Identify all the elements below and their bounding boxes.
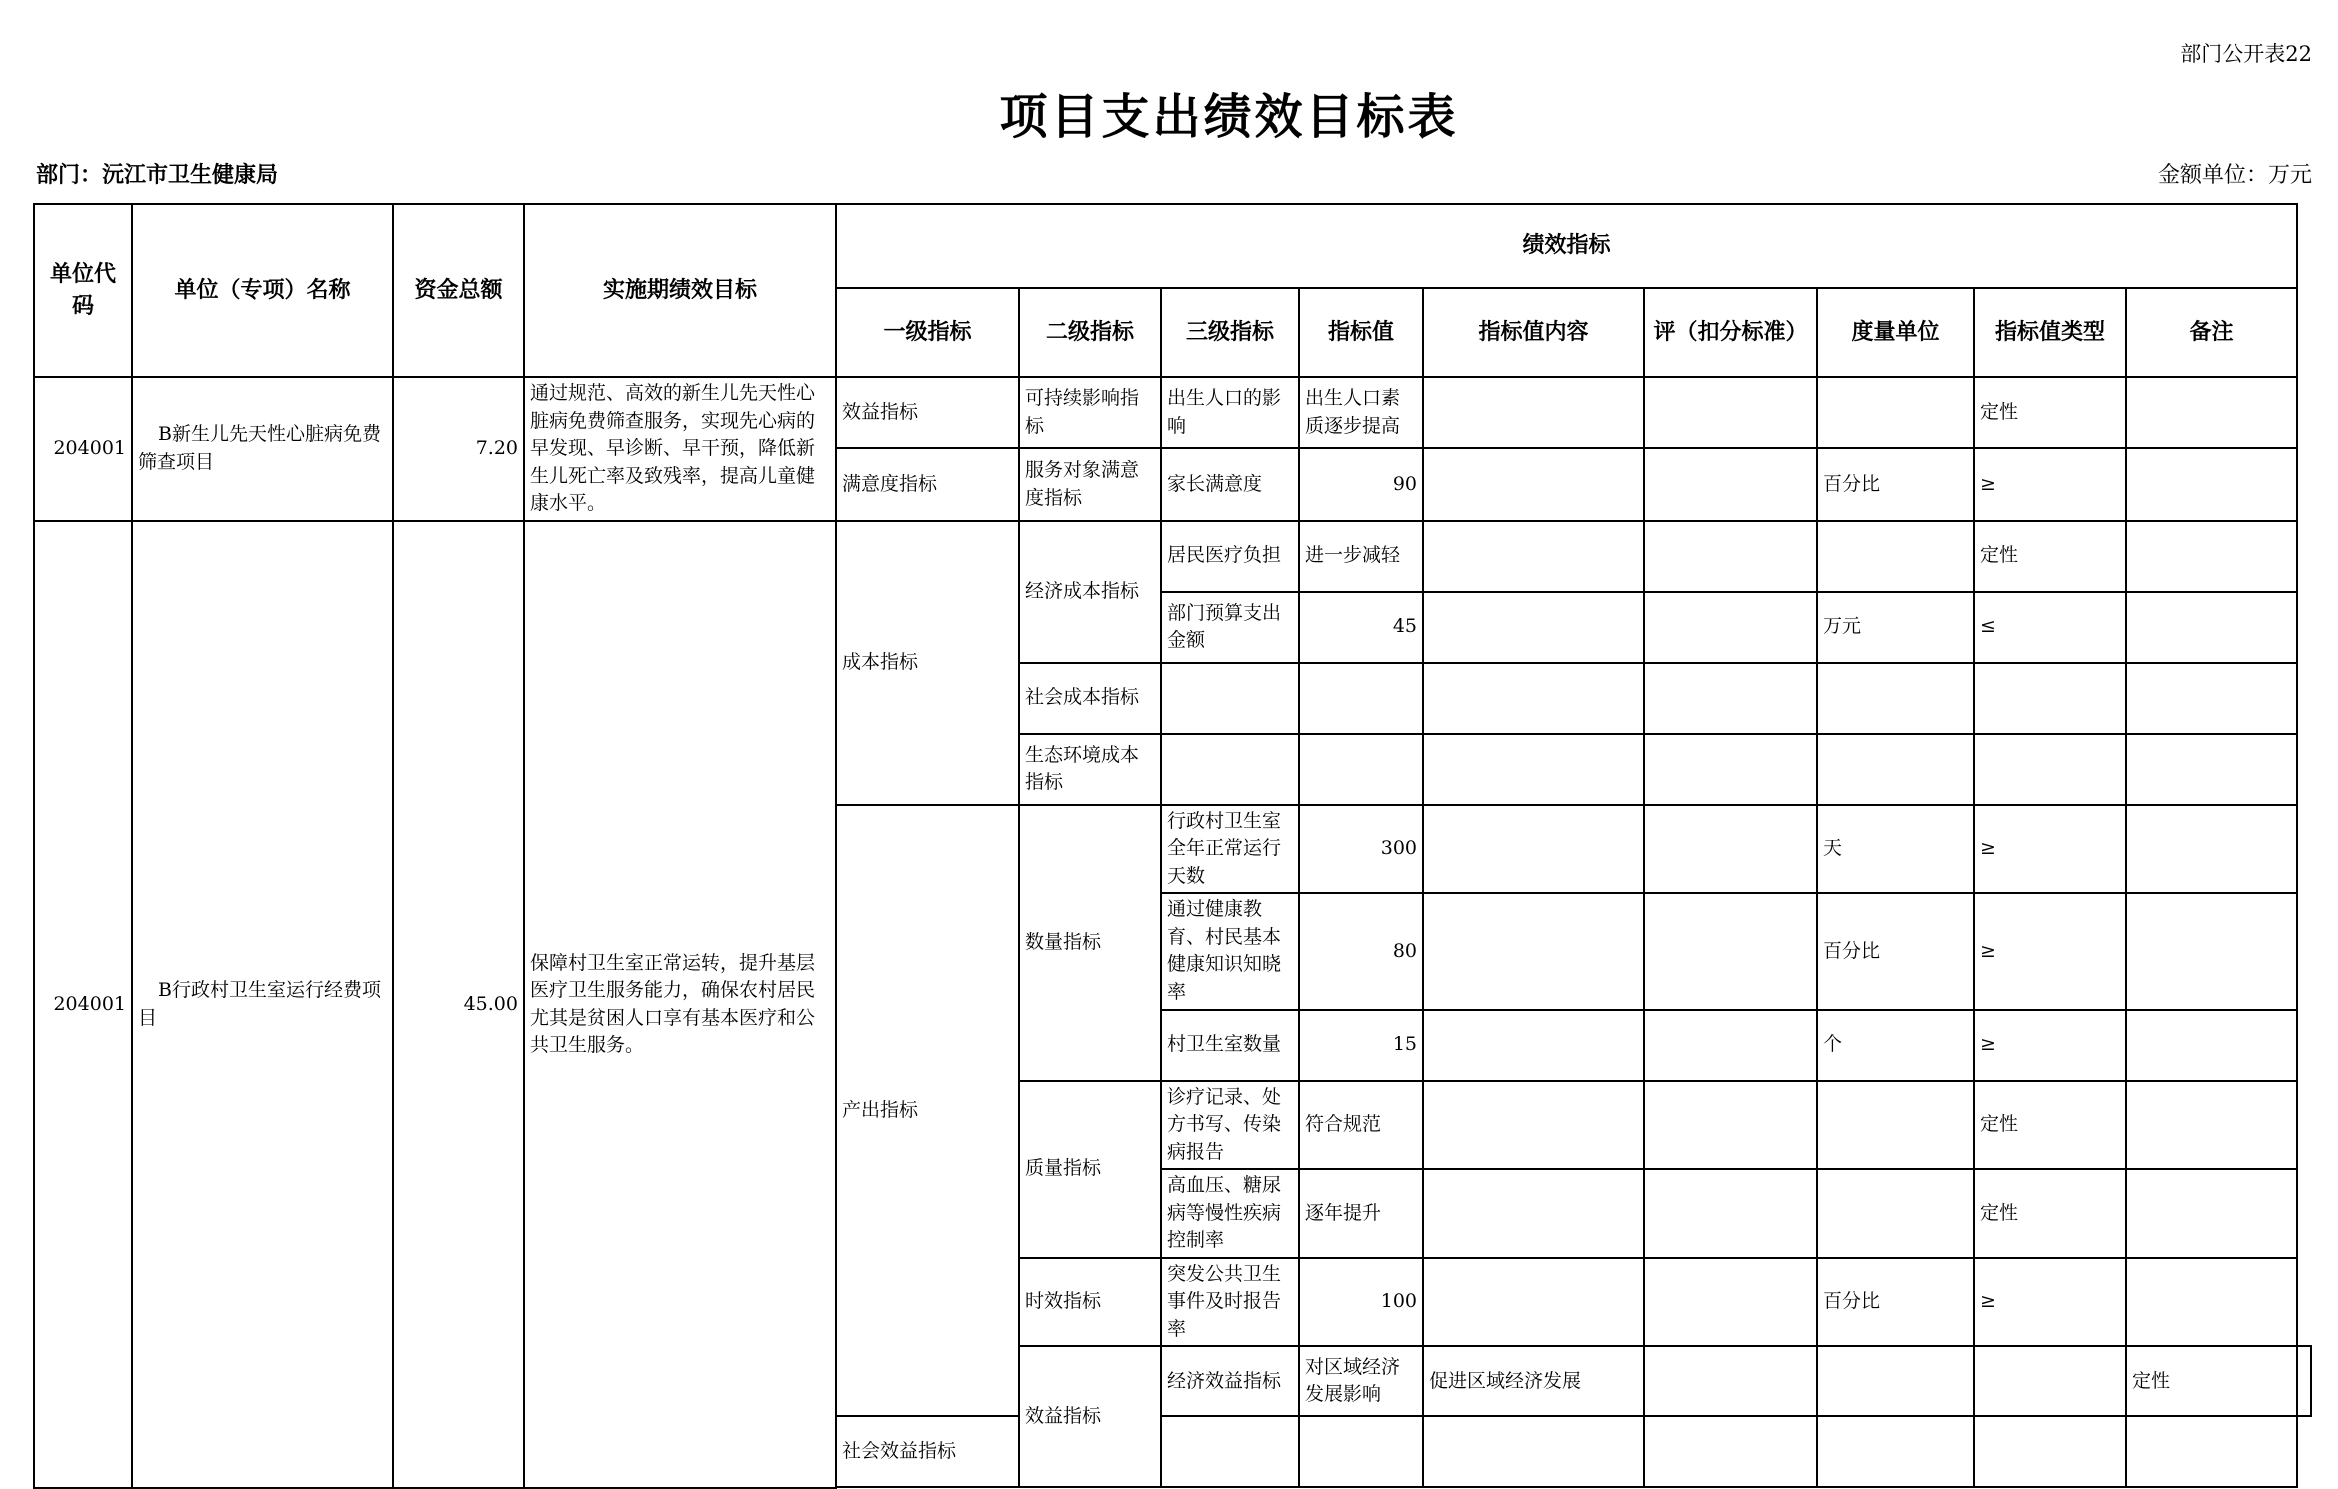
value-content-cell	[1423, 1010, 1644, 1081]
value-content-cell	[1423, 377, 1644, 448]
score-cell	[1817, 1346, 1974, 1416]
l3-cell: 高血压、糖尿病等慢性疾病控制率	[1161, 1169, 1299, 1258]
project1-amount: 7.20	[393, 377, 524, 521]
department-label: 部门：沅江市卫生健康局	[36, 162, 279, 188]
header-value: 指标值	[1299, 288, 1423, 377]
l2-eco-cost-cell: 生态环境成本指标	[1019, 734, 1161, 805]
l1-cell: 效益指标	[836, 377, 1019, 448]
value-cell: 45	[1299, 592, 1423, 663]
l3-cell: 行政村卫生室全年正常运行天数	[1161, 805, 1299, 894]
table-row	[34, 521, 2311, 592]
remark-cell	[2126, 1169, 2297, 1258]
project1-goal: 通过规范、高效的新生儿先天性心脏病免费筛查服务，实现先心病的早发现、早诊断、早干预，降低新生儿死亡率及致残率，提高儿童健康水平。	[524, 377, 836, 521]
type-cell: 定性	[1974, 521, 2126, 592]
l2-econ-cost-cell: 经济成本指标	[1019, 521, 1161, 663]
remark-cell	[2126, 448, 2297, 520]
score-cell	[1644, 1258, 1817, 1347]
header-measure-unit: 度量单位	[1817, 288, 1974, 377]
header-perf-indicator: 绩效指标	[836, 204, 2297, 288]
unit-cell	[1817, 1081, 1974, 1170]
project2-amount: 45.00	[393, 521, 524, 1489]
l3-cell: 对区域经济发展影响	[1299, 1346, 1423, 1416]
value-cell: 300	[1299, 805, 1423, 894]
l2-cell: 服务对象满意度指标	[1019, 448, 1161, 520]
value-content-cell	[1423, 592, 1644, 663]
page-title: 项目支出绩效目标表	[999, 89, 1459, 145]
header-value-content: 指标值内容	[1423, 288, 1644, 377]
unit-cell: 百分比	[1817, 1258, 1974, 1347]
unit-cell: 个	[1817, 1010, 1974, 1081]
header-unit-code: 单位代码	[34, 204, 132, 377]
value-cell: 90	[1299, 448, 1423, 520]
value-content-cell	[1644, 1346, 1817, 1416]
unit-cell	[1817, 377, 1974, 448]
l2-quality-cell: 质量指标	[1019, 1081, 1161, 1258]
type-cell: ≥	[1974, 1010, 2126, 1081]
score-cell	[1644, 805, 1817, 894]
type-cell: ≥	[1974, 1258, 2126, 1347]
remark-cell	[2126, 1258, 2297, 1347]
l3-cell: 诊疗记录、处方书写、传染病报告	[1161, 1081, 1299, 1170]
l1-cost-cell: 成本指标	[836, 521, 1019, 805]
header-unit-name: 单位（专项）名称	[132, 204, 393, 377]
l2-cell: 可持续影响指标	[1019, 377, 1161, 448]
l3-cell: 突发公共卫生事件及时报告率	[1161, 1258, 1299, 1347]
l2-social-cost-cell: 社会成本指标	[1019, 663, 1161, 734]
type-cell: 定性	[1974, 1081, 2126, 1170]
project2-goal: 保障村卫生室正常运转，提升基层医疗卫生服务能力，确保农村居民尤其是贫困人口享有基本医疗和公共卫生服务。	[524, 521, 836, 1489]
header-score-std: 评（扣分标准）	[1644, 288, 1817, 377]
score-cell	[1644, 521, 1817, 592]
value-content-cell	[1423, 521, 1644, 592]
value-content-cell	[1423, 1081, 1644, 1170]
table-row	[34, 377, 2311, 448]
project1-name: B新生儿先天性心脏病免费筛查项目	[132, 377, 393, 521]
header-goal: 实施期绩效目标	[524, 204, 836, 377]
project2-name: B行政村卫生室运行经费项目	[132, 521, 393, 1489]
score-cell	[1644, 1081, 1817, 1170]
remark-cell	[2126, 805, 2297, 894]
score-cell	[1644, 1010, 1817, 1081]
type-cell: ≥	[1974, 893, 2126, 1009]
l3-cell: 部门预算支出金额	[1161, 592, 1299, 663]
l3-cell: 居民医疗负担	[1161, 521, 1299, 592]
value-cell: 100	[1299, 1258, 1423, 1347]
remark-cell	[2126, 521, 2297, 592]
score-cell	[1644, 592, 1817, 663]
project2-code: 204001	[34, 521, 132, 1489]
value-content-cell	[1423, 448, 1644, 520]
type-cell: 定性	[2126, 1346, 2297, 1416]
value-cell: 逐年提升	[1299, 1169, 1423, 1258]
unit-cell: 百分比	[1817, 448, 1974, 520]
table-number-label: 部门公开表22	[2180, 42, 2312, 66]
l3-cell: 通过健康教育、村民基本健康知识知晓率	[1161, 893, 1299, 1009]
value-cell: 出生人口素质逐步提高	[1299, 377, 1423, 448]
header-value-type: 指标值类型	[1974, 288, 2126, 377]
type-cell: ≤	[1974, 592, 2126, 663]
value-cell: 符合规范	[1299, 1081, 1423, 1170]
unit-cell	[1817, 1169, 1974, 1258]
header-level1: 一级指标	[836, 288, 1019, 377]
value-content-cell	[1423, 1258, 1644, 1347]
value-content-cell	[1423, 1169, 1644, 1258]
l3-cell: 村卫生室数量	[1161, 1010, 1299, 1081]
unit-cell: 百分比	[1817, 893, 1974, 1009]
remark-cell	[2126, 1081, 2297, 1170]
remark-cell	[2126, 1010, 2297, 1081]
remark-cell	[2126, 592, 2297, 663]
project1-code: 204001	[34, 377, 132, 521]
score-cell	[1644, 893, 1817, 1009]
type-cell: ≥	[1974, 805, 2126, 894]
header-total-funds: 资金总额	[393, 204, 524, 377]
unit-cell: 天	[1817, 805, 1974, 894]
value-cell: 15	[1299, 1010, 1423, 1081]
l1-cell: 满意度指标	[836, 448, 1019, 520]
remark-cell	[2126, 377, 2297, 448]
l2-econ-benefit-cell: 经济效益指标	[1161, 1346, 1299, 1416]
l1-benefit-cell: 效益指标	[1019, 1346, 1161, 1487]
remark-cell	[2126, 893, 2297, 1009]
l2-social-benefit-cell: 社会效益指标	[836, 1416, 1019, 1487]
performance-table	[33, 203, 2312, 1489]
amount-unit-label: 金额单位：万元	[2157, 163, 2312, 188]
type-cell: ≥	[1974, 448, 2126, 520]
value-content-cell	[1423, 893, 1644, 1009]
header-level2: 二级指标	[1019, 288, 1161, 377]
header-remark: 备注	[2126, 288, 2297, 377]
l3-cell: 家长满意度	[1161, 448, 1299, 520]
header-level3: 三级指标	[1161, 288, 1299, 377]
unit-cell	[1817, 521, 1974, 592]
l1-output-cell: 产出指标	[836, 805, 1019, 1417]
score-cell	[1644, 377, 1817, 448]
type-cell: 定性	[1974, 377, 2126, 448]
value-content-cell	[1423, 805, 1644, 894]
score-cell	[1644, 1169, 1817, 1258]
value-cell: 促进区域经济发展	[1423, 1346, 1644, 1416]
value-cell: 进一步减轻	[1299, 521, 1423, 592]
l3-cell: 出生人口的影响	[1161, 377, 1299, 448]
remark-cell	[2297, 1346, 2311, 1416]
unit-cell: 万元	[1817, 592, 1974, 663]
unit-cell	[1974, 1346, 2126, 1416]
l2-quantity-cell: 数量指标	[1019, 805, 1161, 1081]
value-cell: 80	[1299, 893, 1423, 1009]
l2-timeliness-cell: 时效指标	[1019, 1258, 1161, 1347]
type-cell: 定性	[1974, 1169, 2126, 1258]
score-cell	[1644, 448, 1817, 520]
